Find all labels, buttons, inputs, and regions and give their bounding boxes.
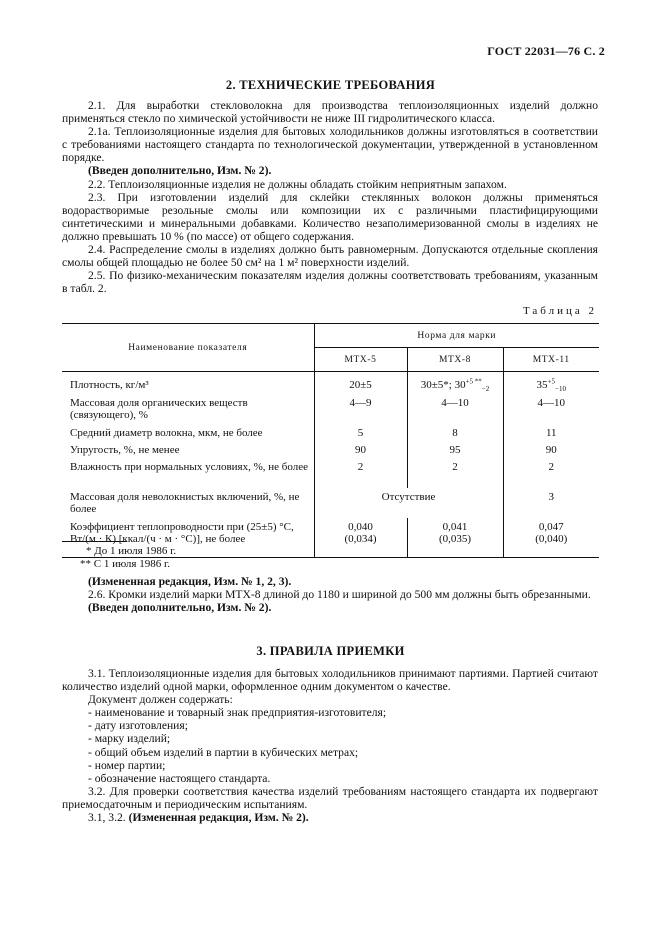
para-2-2: 2.2. Теплоизоляционные изделия не должны обладать стойким неприятным запахом. [88,177,507,191]
cell-value: 90 [503,441,599,458]
table-row [62,394,599,424]
para-2-3: 2.3. При изготовлении изделий для склейки стеклянных волокон должны применяться водорастворимые резольные смолы или композиции их с различными пластифицирующими синтетическими и минеральными добавками. Количество незаполимеризованной смолы в изделиях не должно превышать 10 % (по массе) от общего содержания. [62,190,598,243]
cell-value: 5 [314,424,407,441]
footnote-1: * До 1 июля 1986 г. [86,545,177,557]
cell-value: 4—10 [503,394,599,424]
para-2-5: 2.5. По физико-механическим показателям изделия должны соответствовать требованиям, указанным в табл. 2. [62,269,598,296]
list-item: - марку изделий; [88,732,171,746]
col-header-norm: Норма для марки [314,324,599,348]
section-2-body [62,99,598,295]
table-row [62,441,599,458]
col-header-name: Наименование показателя [62,324,314,372]
cell-value: 0,041 (0,035) [407,518,503,558]
col-header-brand: МТХ-8 [407,348,503,372]
row-name: Влажность при нормальных условиях, %, не более [70,460,308,473]
cell-value: 20±5 [314,372,407,394]
amendment-note: (Введен дополнительно, Изм. № 2). [88,601,272,615]
table-2 [62,323,599,558]
table-row [62,424,599,441]
table-row [62,458,599,488]
para-2-6: 2.6. Кромки изделий марки МТХ-8 длиной до 1180 и шириной до 500 мм должны быть обрезанными. [88,588,591,602]
cell-value: 4—10 [407,394,503,424]
page-header: ГОСТ 22031—76 С. 2 [487,44,605,58]
row-name: Массовая доля органических веществ (связующего), % [70,396,248,421]
section-2-title: 2. ТЕХНИЧЕСКИЕ ТРЕБОВАНИЯ [225,78,436,92]
section-3-body [62,667,598,824]
row-name: Массовая доля неволокнистых включений, %, не более [70,490,300,515]
row-name: Плотность, кг/м³ [70,379,149,391]
col-header-brand: МТХ-5 [314,348,407,372]
cell-value: 30±5*; $30^{+5 **}_{-2}$ [407,372,503,394]
cell-value: 95 [407,441,503,458]
cell-value: 3 [503,488,599,518]
cell-value: 90 [314,441,407,458]
list-item: - наименование и товарный знак предприятия-изготовителя; [88,706,387,720]
amendment-note: 3.1, 3.2. (Измененная редакция, Изм. № 2). [88,811,309,825]
section-3-title: 3. ПРАВИЛА ПРИЕМКИ [256,644,405,658]
list-item: - номер партии; [88,758,166,772]
para-2-1: 2.1. Для выработки стекловолокна для производства теплоизоляционных изделий должно применяться стекло по химической устойчивости не ниже III гидролитического класса. [62,99,598,126]
table-row [62,372,599,394]
table-caption: Таблица 2 [522,305,597,317]
list-item: - дату изготовления; [88,719,188,733]
cell-value: 0,047 (0,040) [503,518,599,558]
cell-value: 2 [503,458,599,488]
cell-value: 2 [314,458,407,488]
col-header-brand: МТХ-11 [503,348,599,372]
para-3-1: 3.1. Теплоизоляционные изделия для бытовых холодильников принимают партиями. Партией считают количество изделий одной марки, оформленное одним документом о качестве. [62,667,598,694]
list-item: - общий объем изделий в партии в кубических метрах; [88,745,359,759]
row-name: Упругость, %, не менее [70,443,180,456]
row-name: Средний диаметр волокна, мкм, не более [70,426,263,439]
cell-value: 0,040 (0,034) [314,518,407,558]
table-row [62,488,599,518]
footnote-rule [62,541,126,542]
para-2-1a: 2.1а. Теплоизоляционные изделия для бытовых холодильников должны изготовляться в соответствии с требованиями настоящего стандарта по технологической документации, утвержденной в установленном порядке. [62,125,598,165]
row-name: Коэффициент теплопроводности при (25±5) °С, Вт/(м · К) [ккал/(ч · м · °С)], не более [62,518,314,558]
cell-value: $35^{+5}_{-10}$ [503,372,599,394]
para-doc-contents: Документ должен содержать: [88,693,233,707]
cell-value: 2 [407,458,503,488]
footnote-2: ** С 1 июля 1986 г. [80,558,170,570]
after-table-body [62,575,598,614]
list-item: - обозначение настоящего стандарта. [88,771,271,785]
cell-value: Отсутствие [314,488,503,518]
cell-value: 11 [503,424,599,441]
amendment-note: (Измененная редакция, Изм. № 1, 2, 3). [88,575,292,588]
cell-value: 8 [407,424,503,441]
para-2-4: 2.4. Распределение смолы в изделиях должно быть равномерным. Допускаются отдельные скопления смолы общей площадью не более 50 см² на 1 м² поверхности изделий. [62,243,598,270]
cell-value: 4—9 [314,394,407,424]
para-3-2: 3.2. Для проверки соответствия качества изделий требованиям настоящего стандарта их подвергают приемосдаточным и периодическим испытаниям. [62,784,598,811]
amendment-note: (Введен дополнительно, Изм. № 2). [88,164,272,178]
